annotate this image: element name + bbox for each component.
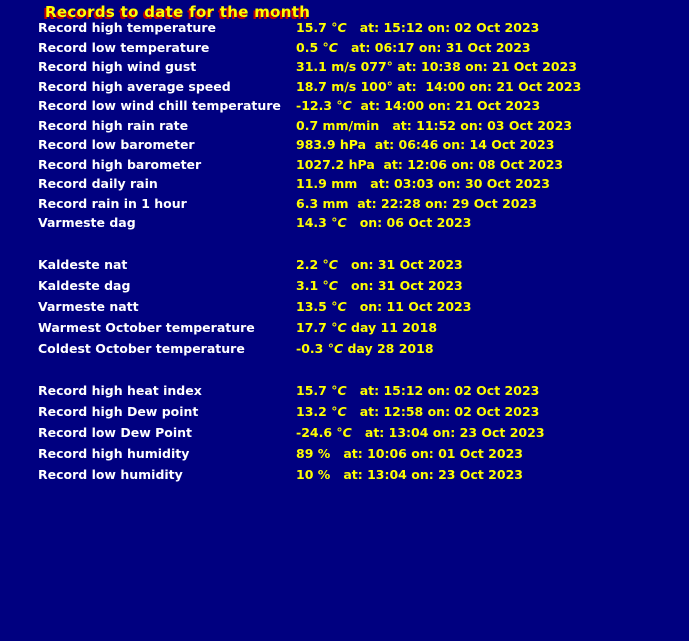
record-label: Record high rain rate [38,117,189,133]
group-spacer [0,233,689,254]
record-row [0,155,689,175]
record-row [0,18,689,38]
record-value: 14.3 °C on: 06 Oct 2023 [296,215,472,231]
record-value: 0.5 °C at: 06:17 on: 31 Oct 2023 [296,39,531,55]
record-row [0,275,689,296]
record-row [0,116,689,136]
record-row [0,96,689,116]
record-value: 3.1 °C on: 31 Oct 2023 [296,277,463,293]
record-label: Record low Dew Point [38,424,192,440]
record-row [0,254,689,275]
record-label: Record daily rain [38,176,158,192]
record-label: Kaldeste dag [38,277,131,293]
group-spacer [0,359,689,380]
record-label: Kaldeste nat [38,256,128,272]
record-value: 983.9 hPa at: 06:46 on: 14 Oct 2023 [296,137,555,153]
record-label: Record high humidity [38,445,190,461]
record-value: 0.7 mm/min at: 11:52 on: 03 Oct 2023 [296,117,573,133]
celsius-unit: °C [331,20,347,36]
record-value: 2.2 °C on: 31 Oct 2023 [296,256,463,272]
celsius-unit: °C [331,298,347,314]
record-label: Record high temperature [38,20,216,36]
record-row [0,401,689,422]
record-row [0,135,689,155]
record-value: 1027.2 hPa at: 12:06 on: 08 Oct 2023 [296,156,564,172]
record-group-2 [0,254,689,359]
celsius-unit: °C [331,382,347,398]
celsius-unit: °C [331,215,347,231]
record-row [0,77,689,97]
page-title: Records to date for the month [45,3,311,21]
record-value: 10 % at: 13:04 on: 23 Oct 2023 [296,466,523,482]
record-value: 15.7 °C at: 15:12 on: 02 Oct 2023 [296,382,540,398]
record-row [0,317,689,338]
record-label: Record low barometer [38,137,195,153]
record-value: 11.9 mm at: 03:03 on: 30 Oct 2023 [296,176,550,192]
record-row [0,213,689,233]
record-label: Record low temperature [38,39,210,55]
record-label: Record low wind chill temperature [38,98,281,114]
record-label: Varmeste natt [38,298,139,314]
celsius-unit: °C [322,256,338,272]
record-row [0,57,689,77]
record-value: 18.7 m/s 100° at: 14:00 on: 21 Oct 2023 [296,78,582,94]
record-label: Coldest October temperature [38,340,245,356]
record-value: 6.3 mm at: 22:28 on: 29 Oct 2023 [296,195,537,211]
celsius-unit: °C [336,98,352,114]
record-value: -12.3 °C at: 14:00 on: 21 Oct 2023 [296,98,541,114]
record-label: Record high average speed [38,78,231,94]
record-row [0,464,689,485]
record-label: Record high barometer [38,156,202,172]
record-value: -24.6 °C at: 13:04 on: 23 Oct 2023 [296,424,545,440]
celsius-unit: °C [327,340,344,356]
record-row [0,422,689,443]
records-list [0,18,689,485]
record-label: Record high wind gust [38,59,197,75]
record-row [0,174,689,194]
record-label: Record rain in 1 hour [38,195,187,211]
record-value: 13.5 °C on: 11 Oct 2023 [296,298,472,314]
celsius-unit: °C [336,424,352,440]
record-value: 13.2 °C at: 12:58 on: 02 Oct 2023 [296,403,540,419]
record-row [0,443,689,464]
record-value: 17.7 °C day 11 2018 [296,319,438,335]
celsius-unit: °C [331,403,347,419]
celsius-unit: °C [322,39,338,55]
record-value: 89 % at: 10:06 on: 01 Oct 2023 [296,445,523,461]
record-row [0,194,689,214]
celsius-unit: °C [322,277,338,293]
record-label: Varmeste dag [38,215,136,231]
record-group-1 [0,18,689,233]
record-label: Record low humidity [38,466,183,482]
celsius-unit: °C [331,319,347,335]
record-value: -0.3 °C day 28 2018 [296,340,434,356]
record-label: Record high heat index [38,382,202,398]
record-row [0,296,689,317]
record-row [0,338,689,359]
record-value: 15.7 °C at: 15:12 on: 02 Oct 2023 [296,20,540,36]
record-row [0,380,689,401]
record-value: 31.1 m/s 077° at: 10:38 on: 21 Oct 2023 [296,59,577,75]
record-group-3 [0,380,689,485]
record-label: Warmest October temperature [38,319,255,335]
record-label: Record high Dew point [38,403,199,419]
record-row [0,38,689,58]
